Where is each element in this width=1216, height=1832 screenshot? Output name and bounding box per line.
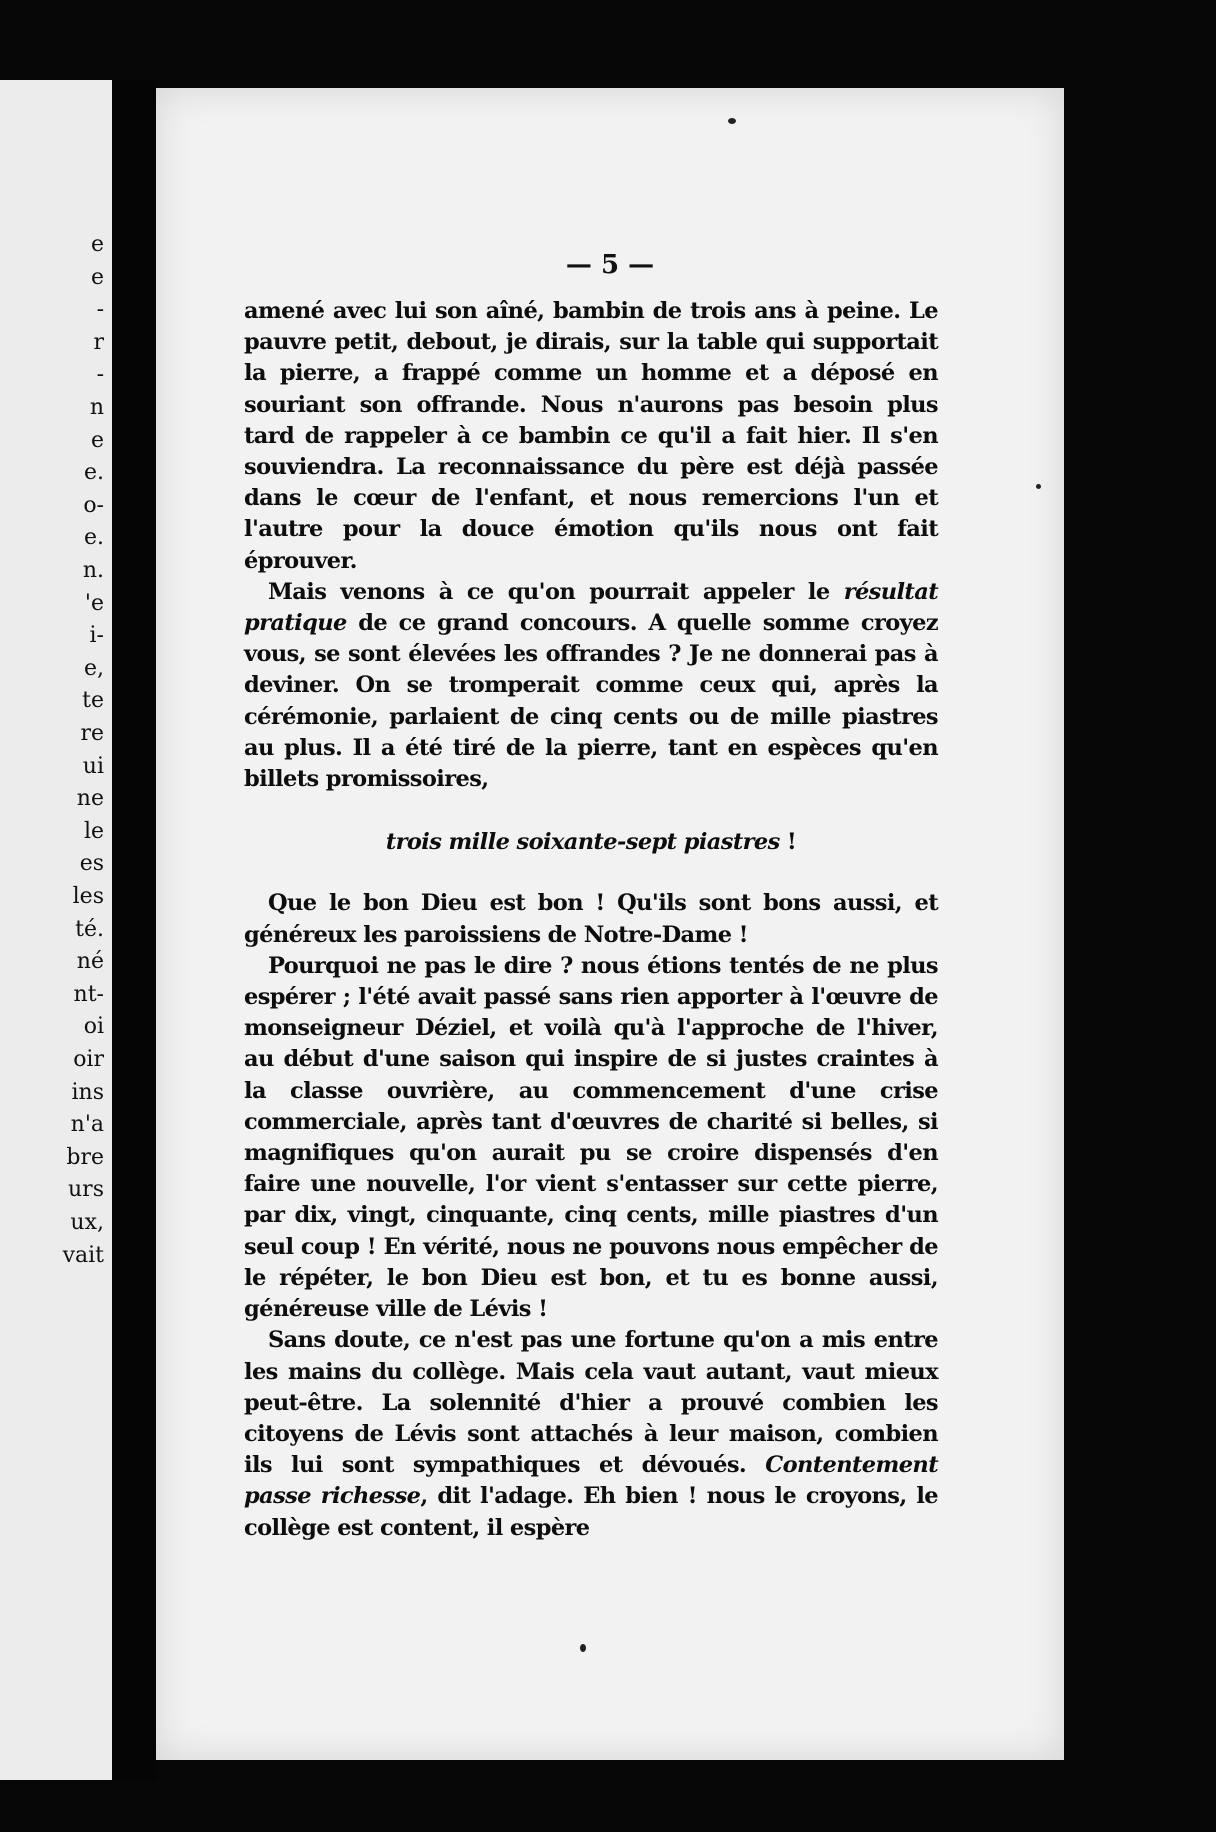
margin-fragment: re	[80, 721, 104, 746]
margin-fragment: 'e	[84, 590, 104, 616]
margin-fragment: n.	[82, 558, 104, 583]
margin-fragment: -	[96, 362, 104, 388]
margin-fragment: nt-	[73, 981, 104, 1007]
margin-fragment: n	[89, 395, 104, 420]
ink-speck	[728, 118, 736, 124]
margin-fragment: n'a	[70, 1112, 104, 1138]
margin-fragment: e	[90, 232, 104, 257]
body-text	[244, 296, 938, 1544]
margin-fragment: es	[79, 851, 104, 877]
margin-fragment: e.	[83, 460, 104, 486]
margin-fragment: oi	[83, 1014, 104, 1040]
margin-fragment: e.	[83, 525, 104, 551]
margin-fragment: né	[76, 949, 104, 975]
paragraph-2-end: de ce grand concours. A quelle somme croyez vous, se sont élevées les offrandes ? Je ne donnerai pas à deviner. On se tromperait comme ceux qui, après la cérémonie, parlaient de cinq cents ou de mille piastres au plus. Il a été tiré de la pierre, tant en espèces qu'en billets promissoires,	[244, 610, 938, 793]
amount-italic: trois mille soixante-sept piastres	[385, 829, 780, 856]
paragraph-3: Que le bon Dieu est bon ! Qu'ils sont bons aussi, et généreux les paroissiens de Notre-Dame !	[244, 890, 938, 948]
margin-fragment: ux,	[70, 1210, 104, 1235]
paragraph-1: amené avec lui son aîné, bambin de trois ans à peine. Le pauvre petit, debout, je dirais, sur la table qui supportait la pierre, a frappé comme un homme et a déposé en souriant son offrande. Nous n'aurons pas besoin plus tard de rappeler à ce bambin ce qu'il a fait hier. Il s'en souviendra. La reconnaissance du père est déjà passée dans le cœur de l'enfant, et nous remercions l'un et l'autre pour la douce émotion qu'ils nous ont fait éprouver.	[244, 298, 938, 574]
ink-speck	[1036, 484, 1041, 489]
margin-fragment: te	[82, 688, 104, 714]
book-page	[156, 88, 1064, 1760]
margin-fragment: té.	[75, 916, 104, 942]
margin-fragment: oir	[73, 1047, 104, 1072]
margin-fragment: e	[90, 264, 104, 290]
page-number: — 5 —	[565, 250, 655, 280]
margin-fragment: ins	[71, 1079, 104, 1105]
margin-fragment: e	[90, 427, 104, 453]
paragraph-2-start: Mais venons à ce qu'on pourrait appeler le	[268, 578, 844, 605]
amount-line	[244, 827, 938, 858]
paragraph-2	[244, 577, 938, 795]
paragraph-4: Pourquoi ne pas le dire ? nous étions tentés de ne plus espérer ; l'été avait passé sans rien apporter à l'œuvre de monseigneur Déziel, et voilà qu'à l'approche de l'hiver, au début d'une saison qui inspire de si justes craintes à la classe ouvrière, au commencement d'une crise commerciale, après tant d'œuvres de charité si belles, si magnifiques qu'on aurait pu se croire dispensés d'en faire une nouvelle, l'or vient s'entasser sur cette pierre, par dix, vingt, cinquante, cinq cents, mille piastres d'un seul coup ! En vérité, nous ne pouvons nous empêcher de le répéter, le bon Dieu est bon, et tu es bonne aussi, généreuse ville de Lévis !	[244, 952, 938, 1323]
ink-speck	[580, 1644, 586, 1652]
margin-fragment: -	[96, 297, 104, 323]
previous-page-edge	[0, 80, 112, 1780]
paragraph-5-start: Sans doute, ce n'est pas une fortune qu'on a mis entre les mains du collège. Mais cela vaut autant, vaut mieux peut-être. La solennité d'hier a prouvé combien les citoyens de Lévis sont attachés à leur maison, combien ils lui sont sympathiques et dévoués.	[244, 1327, 938, 1479]
margin-fragment: vait	[62, 1242, 104, 1268]
paragraph-5	[244, 1325, 938, 1543]
margin-fragment: ne	[76, 786, 104, 812]
margin-fragment: les	[72, 884, 104, 909]
margin-fragment: o-	[83, 492, 104, 518]
paragraph-2-italic: résultat pratique	[244, 578, 938, 637]
margin-fragment: bre	[66, 1144, 104, 1170]
margin-fragment: le	[83, 818, 104, 844]
paragraph-5-end: , dit l'adage. Eh bien ! nous le croyons, le collège est content, il espère	[244, 1483, 938, 1541]
margin-fragment: r	[93, 329, 104, 355]
margin-fragment: urs	[68, 1177, 104, 1203]
margin-fragment: i-	[89, 623, 104, 649]
margin-fragment: e,	[83, 655, 104, 681]
book-gutter	[112, 80, 156, 1780]
paragraph-5-italic: Contentement passe richesse	[244, 1452, 938, 1510]
amount-end: !	[779, 829, 797, 856]
margin-fragment: ui	[82, 753, 104, 779]
